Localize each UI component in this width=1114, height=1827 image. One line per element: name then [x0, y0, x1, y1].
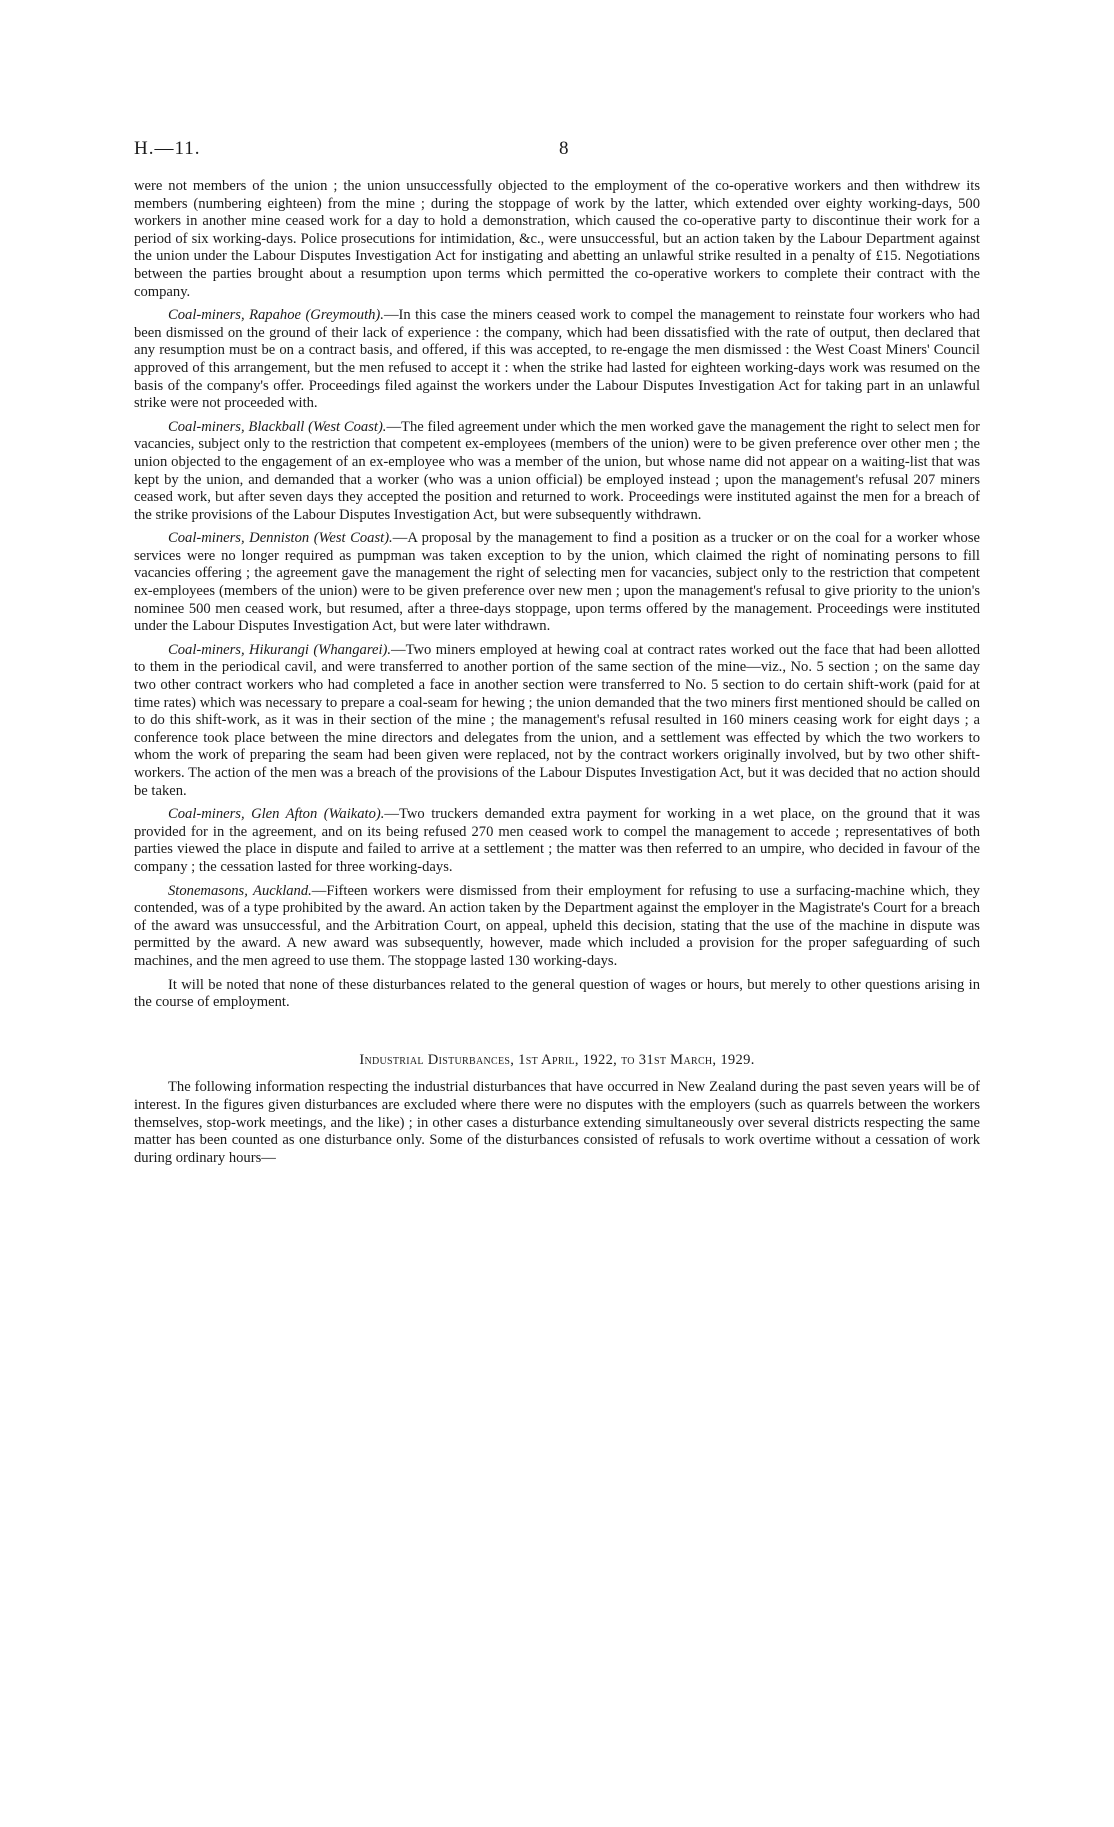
paragraph-summary: [134, 977, 980, 1012]
paragraph-lead: Coal-miners, Hikurangi (Whangarei).: [168, 641, 392, 658]
section-heading: Industrial Disturbances, 1st April, 1922, to 31st March, 1929.: [359, 1051, 755, 1068]
paragraph-text: were not members of the union ; the union unsuccessfully objected to the employment of the co-operative workers and then withdrew its members (numbering eighteen) from the mine ; during the stoppage of work by the latter, which extended over eighty working-days, 500 workers in another mine ceased work for a day to hold a demonstration, which caused the co-operative party to discontinue their work for a period of six working-days. Police prosecutions for intimidation, &c., were unsuccessful, but an action taken by the Labour Department against the union under the Labour Disputes Investigation Act for instigating and abetting an unlawful strike resulted in a penalty of £15. Negotiations between the parties brought about a resumption upon terms which permitted the co-operative workers to complete their contract with the company.: [134, 178, 980, 300]
page-header: [134, 138, 980, 162]
paragraph-text: —Two truckers demanded extra payment for working in a wet place, on the ground that it was provided for in the agreement, and on its being refused 270 men ceased work to compel the management to accede ; representatives of both parties viewed the place in dispute and failed to arrive at a settlement ; the matter was then referred to an umpire, who decided in favour of the company ; the cessation lasted for three working-days.: [134, 806, 980, 875]
paragraph-continuation: [134, 178, 980, 301]
paragraph-text: —Fifteen workers were dismissed from their employment for refusing to use a surfacing-machine which, they contended, was of a type prohibited by the award. An action taken by the Department against the employer in the Magistrate's Court for a breach of the award was unsuccessful, and the Arbitration Court, on appeal, upheld this decision, stating that the use of the machine in dispute was permitted by the award. A new award was subsequently, however, made which included a provision for the proper safeguarding of such machines, and the men agreed to use them. The stoppage lasted 130 working-days.: [134, 882, 980, 969]
paragraph-lead: Coal-miners, Glen Afton (Waikato).: [168, 806, 385, 823]
document-reference: H.—11.: [134, 138, 201, 159]
paragraph-blackball: [134, 419, 980, 525]
paragraph-text: —In this case the miners ceased work to compel the management to reinstate four workers who had been dismissed on the ground of their lack of experience : the company, which had been dissatisfied with the rate of output, then declared that any resumption must be on a contract basis, and offered, if this was accepted, to re-engage the men dismissed : the West Coast Miners' Council approved of this arrangement, but the men refused to accept it : when the strike had lasted for eighteen working-days work was resumed on the basis of the company's offer. Proceedings filed against the workers under the Labour Disputes Investigation Act for taking part in an unlawful strike were not proceeded with.: [134, 307, 980, 412]
page-number: 8: [559, 138, 570, 159]
paragraph-text: —A proposal by the management to find a position as a trucker or on the coal for a worker whose services were no longer required as pumpman was taken exception to by the union, which claimed the right of nominating persons to fill vacancies offering ; the agreement gave the management the right of selecting men for vacancies, subject only to the restriction that competent ex-employees (members of the union) were to be given preference over new men ; upon the management's refusal to give priority to the union's nominee 500 men ceased work, but resumed, after a three-days stoppage, upon terms offered by the management. Proceedings were instituted under the Labour Disputes Investigation Act, but were later withdrawn.: [134, 530, 980, 635]
paragraph-lead: Coal-miners, Rapahoe (Greymouth).: [168, 307, 384, 324]
paragraph-hikurangi: [134, 642, 980, 800]
paragraph-denniston: [134, 530, 980, 636]
paragraph-lead: Coal-miners, Denniston (West Coast).: [168, 530, 393, 547]
paragraph-rapahoe: [134, 307, 980, 413]
paragraph-text: —Two miners employed at hewing coal at contract rates worked out the face that had been allotted to them in the periodical cavil, and were transferred to another portion of the same section of the mine—viz., No. 5 section ; on the same day two other contract workers who had completed a face in another section were transferred to No. 5 section to do certain shift-work (paid for at time rates) which was necessary to prepare a coal-seam for hewing ; the union demanded that the two miners first mentioned should be called on to do this shift-work, as it was in their section of the mine ; the management's refusal resulted in 160 miners ceasing work for eight days ; a conference took place between the mine directors and delegates from the union, and a settlement was effected by which the two workers to whom the work of preparing the seam had been given were replaced, not by the contract workers originally involved, but by two other shift-workers. The action of the men was a breach of the provisions of the Labour Disputes Investigation Act, but it was decided that no action should be taken.: [134, 641, 980, 799]
paragraph-text: It will be noted that none of these disturbances related to the general question of wages or hours, but merely to other questions arising in the course of employment.: [134, 976, 980, 1011]
paragraph-lead: Stonemasons, Auckland.: [168, 882, 312, 899]
document-body: [134, 178, 980, 1173]
paragraph-text: —The filed agreement under which the men worked gave the management the right to select men for vacancies, subject only to the restriction that competent ex-employees (members of the union) were to be given preference over other men ; the union objected to the engagement of an ex-employee who was a member of the union, but whose name did not appear on a waiting-list that was kept by the union, and demanded that a worker (who was a union official) be employed instead ; upon the management's refusal 207 miners ceased work, but after seven days they accepted the position and returned to work. Proceedings were instituted against the men for a breach of the strike provisions of the Labour Disputes Investigation Act, but were subsequently withdrawn.: [134, 418, 980, 523]
paragraph-text: The following information respecting the industrial disturbances that have occurred in New Zealand during the past seven years will be of interest. In the figures given disturbances are excluded where there were no disputes with the employers (such as quarrels between the workers themselves, stop-work meetings, and the like) ; in other cases a disturbance extending simultaneously over several districts respecting the same matter has been counted as one disturbance only. Some of the disturbances consisted of refusals to work overtime without a cessation of work during ordinary hours—: [134, 1079, 980, 1166]
paragraph-stonemasons: [134, 883, 980, 971]
paragraph-glen-afton: [134, 806, 980, 876]
paragraph-lead: Coal-miners, Blackball (West Coast).: [168, 418, 387, 435]
section-paragraph: [134, 1079, 980, 1167]
